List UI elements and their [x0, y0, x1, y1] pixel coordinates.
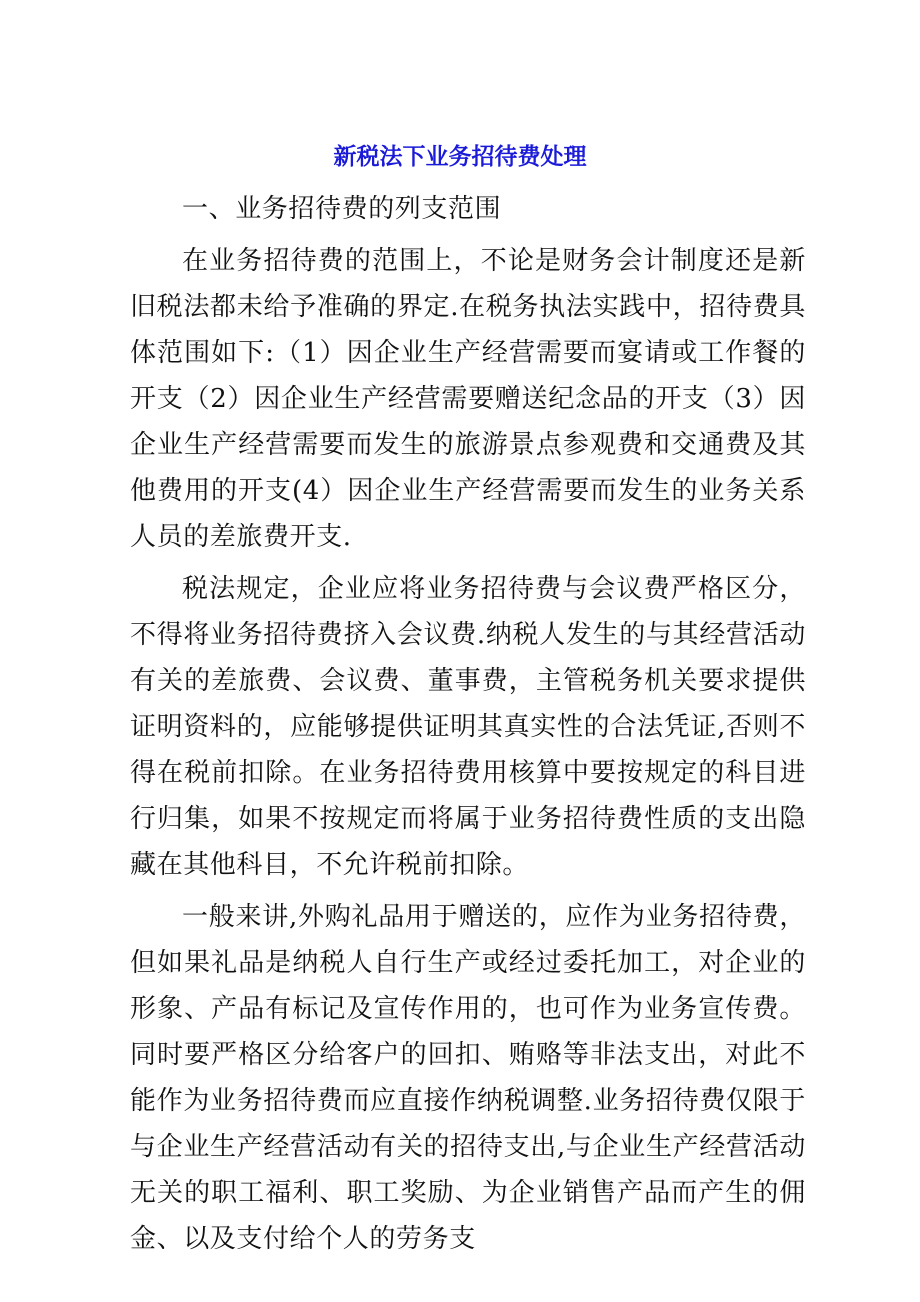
- document-body: [130, 186, 806, 1262]
- paragraph-tax-rules: 税法规定，企业应将业务招待费与会议费严格区分，不得将业务招待费挤入会议费.纳税人发生的与其经营活动有关的差旅费、会议费、董事费，主管税务机关要求提供证明资料的，应能够提供证明其真实性的合法凭证,否则不得在税前扣除。在业务招待费用核算中要按规定的科目进行归集，如果不按规定而将属于业务招待费性质的支出隐藏在其他科目，不允许税前扣除。: [130, 574, 806, 880]
- document-title: 新税法下业务招待费处理: [333, 144, 587, 170]
- section-heading: 一、业务招待费的列支范围: [182, 194, 502, 224]
- paragraph-scope: 在业务招待费的范围上，不论是财务会计制度还是新旧税法都未给予准确的界定.在税务执法实践中，招待费具体范围如下:（1）因企业生产经营需要而宴请或工作餐的开支（2）因企业生产经营需要赠送纪念品的开支（3）因企业生产经营需要而发生的旅游景点参观费和交通费及其他费用的开支(4）因企业生产经营需要而发生的业务关系人员的差旅费开支.: [130, 246, 806, 552]
- paragraph-gifts: 一般来讲,外购礼品用于赠送的，应作为业务招待费，但如果礼品是纳税人自行生产或经过委托加工，对企业的形象、产品有标记及宣传作用的，也可作为业务宣传费。同时要严格区分给客户的回扣、贿赂等非法支出，对此不能作为业务招待费而应直接作纳税调整.业务招待费仅限于与企业生产经营活动有关的招待支出,与企业生产经营活动无关的职工福利、职工奖励、为企业销售产品而产生的佣金、以及支付给个人的劳务支: [130, 902, 806, 1254]
